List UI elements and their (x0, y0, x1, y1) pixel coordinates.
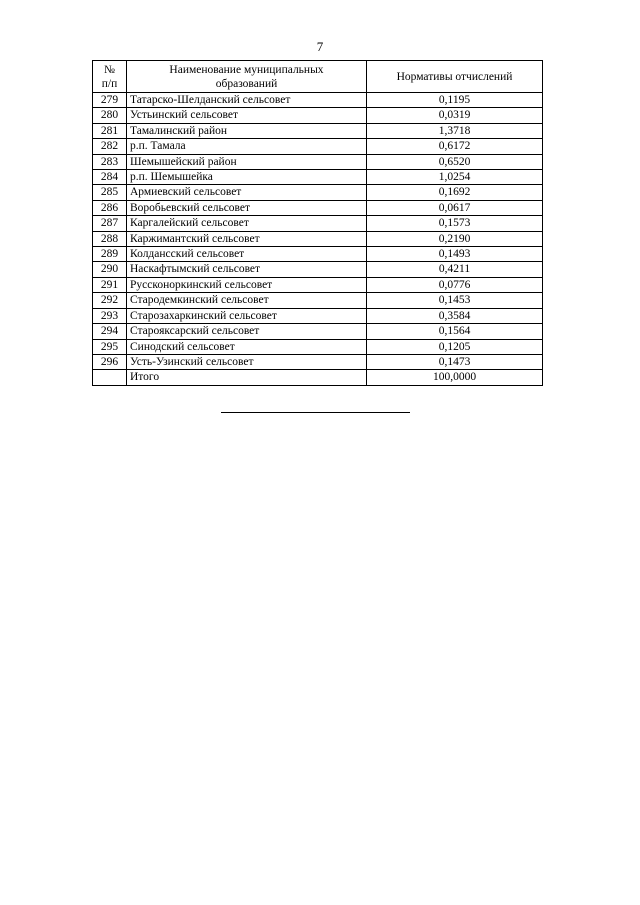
row-name: Каржимантский сельсовет (127, 231, 367, 246)
row-name: Старояксарский сельсовет (127, 324, 367, 339)
row-number: 294 (93, 324, 127, 339)
table-row (93, 339, 543, 354)
row-value: 1,3718 (367, 123, 543, 138)
row-name: Стародемкинский сельсовет (127, 293, 367, 308)
allocation-table (92, 60, 543, 386)
row-number: 286 (93, 200, 127, 215)
row-value: 0,1453 (367, 293, 543, 308)
row-number: 293 (93, 308, 127, 323)
table-body (93, 93, 543, 386)
table-row (93, 354, 543, 369)
row-number: 284 (93, 170, 127, 185)
row-name: р.п. Тамала (127, 139, 367, 154)
total-row (93, 370, 543, 385)
row-name: Усть-Узинский сельсовет (127, 354, 367, 369)
row-name: Старозахаркинский сельсовет (127, 308, 367, 323)
table-row (93, 139, 543, 154)
row-name: Наскафтымский сельсовет (127, 262, 367, 277)
row-name: Армиевский сельсовет (127, 185, 367, 200)
table-row (93, 324, 543, 339)
row-value: 0,0617 (367, 200, 543, 215)
row-number: 288 (93, 231, 127, 246)
table-header (93, 61, 543, 93)
row-number: 285 (93, 185, 127, 200)
table-row (93, 200, 543, 215)
row-number: 295 (93, 339, 127, 354)
row-value: 0,1195 (367, 93, 543, 108)
row-name: Шемышейский район (127, 154, 367, 169)
row-value: 0,1573 (367, 216, 543, 231)
row-value: 0,1205 (367, 339, 543, 354)
row-value: 0,1493 (367, 247, 543, 262)
row-name: Тамалинский район (127, 123, 367, 138)
header-number-line2: п/п (101, 77, 118, 90)
row-number: 281 (93, 123, 127, 138)
row-value: 0,3584 (367, 308, 543, 323)
row-number: 287 (93, 216, 127, 231)
row-name: Колдансский сельсовет (127, 247, 367, 262)
row-number: 292 (93, 293, 127, 308)
row-name: р.п. Шемышейка (127, 170, 367, 185)
table-row (93, 293, 543, 308)
row-number: 296 (93, 354, 127, 369)
header-number (93, 61, 127, 93)
total-number (93, 370, 127, 385)
row-name: Воробьевский сельсовет (127, 200, 367, 215)
row-number: 282 (93, 139, 127, 154)
row-value: 0,4211 (367, 262, 543, 277)
table-row (93, 308, 543, 323)
row-number: 291 (93, 277, 127, 292)
row-value: 0,6520 (367, 154, 543, 169)
row-number: 289 (93, 247, 127, 262)
row-name: Устьинский сельсовет (127, 108, 367, 123)
table-row (93, 247, 543, 262)
page-number: 7 (316, 39, 324, 54)
row-value: 0,1692 (367, 185, 543, 200)
row-value: 0,0776 (367, 277, 543, 292)
header-rate: Нормативы отчислений (367, 61, 543, 93)
header-name (127, 61, 367, 93)
row-value: 1,0254 (367, 170, 543, 185)
header-number-line1: № (104, 63, 115, 76)
table-row (93, 185, 543, 200)
row-value: 0,2190 (367, 231, 543, 246)
row-number: 283 (93, 154, 127, 169)
row-value: 0,1473 (367, 354, 543, 369)
table-row (93, 108, 543, 123)
row-number: 290 (93, 262, 127, 277)
closing-rule (221, 412, 410, 413)
table-row (93, 123, 543, 138)
row-name: Руссконоркинский сельсовет (127, 277, 367, 292)
total-label: Итого (127, 370, 367, 385)
table-row (93, 93, 543, 108)
table-row (93, 216, 543, 231)
table-row (93, 154, 543, 169)
row-value: 0,0319 (367, 108, 543, 123)
row-number: 280 (93, 108, 127, 123)
row-number: 279 (93, 93, 127, 108)
row-value: 0,6172 (367, 139, 543, 154)
total-value: 100,0000 (367, 370, 543, 385)
header-name-line1: Наименование муниципальных (169, 63, 324, 76)
row-name: Татарско-Шелданский сельсовет (127, 93, 367, 108)
row-name: Синодский сельсовет (127, 339, 367, 354)
header-name-line2: образований (215, 77, 278, 90)
row-value: 0,1564 (367, 324, 543, 339)
table-row (93, 262, 543, 277)
row-name: Каргалейский сельсовет (127, 216, 367, 231)
table-row (93, 277, 543, 292)
table-row (93, 170, 543, 185)
table-row (93, 231, 543, 246)
